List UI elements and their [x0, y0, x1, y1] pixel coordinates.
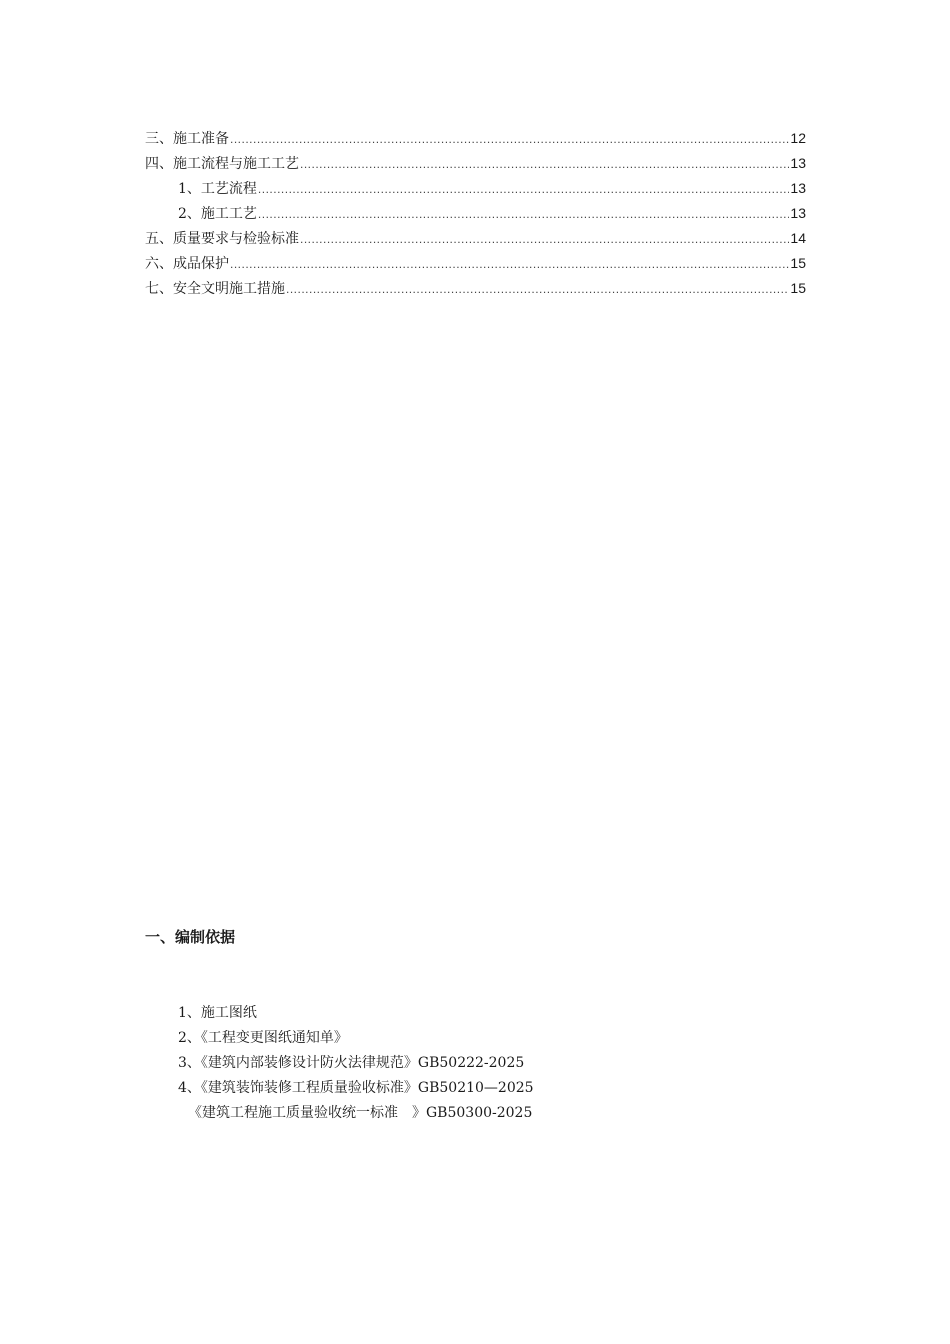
toc-entry[interactable] — [145, 276, 806, 301]
toc-entry-label: 1、工艺流程 — [178, 181, 257, 197]
toc-page-number: 13 — [790, 180, 806, 196]
toc-entry[interactable] — [145, 151, 806, 176]
toc-dot-leader — [258, 177, 790, 202]
toc-entry-label: 七、安全文明施工措施 — [145, 281, 285, 297]
toc-entry[interactable] — [145, 251, 806, 276]
toc-dot-leader — [300, 227, 789, 252]
toc-entry-label: 六、成品保护 — [145, 256, 229, 272]
toc-entry[interactable] — [145, 201, 806, 226]
toc-entry-label: 三、施工准备 — [145, 131, 229, 147]
toc-dot-leader — [286, 277, 789, 302]
toc-page-number: 14 — [790, 230, 806, 246]
toc-dot-leader — [300, 152, 789, 177]
toc-dot-leader — [230, 252, 789, 277]
list-item: 《建筑工程施工质量验收统一标准 》GB50300-2025 — [188, 1105, 533, 1121]
list-item: 2、《工程变更图纸通知单》 — [178, 1030, 348, 1046]
toc-page-number: 13 — [790, 205, 806, 221]
section-heading: 一、编制依据 — [145, 928, 236, 946]
toc-entry[interactable] — [145, 226, 806, 251]
toc-dot-leader — [230, 127, 789, 152]
toc-entry[interactable] — [145, 176, 806, 201]
toc-entry-label: 2、施工工艺 — [178, 206, 257, 222]
toc-page-number: 15 — [790, 255, 806, 271]
toc-dot-leader — [258, 202, 790, 227]
toc-page-number: 13 — [790, 155, 806, 171]
list-item: 4、《建筑装饰装修工程质量验收标准》GB50210—2025 — [178, 1080, 534, 1096]
toc-entry-label: 五、质量要求与检验标准 — [145, 231, 299, 247]
list-item: 1、施工图纸 — [178, 1005, 257, 1021]
toc-entry[interactable] — [145, 126, 806, 151]
table-of-contents — [145, 126, 806, 301]
toc-entry-label: 四、施工流程与施工工艺 — [145, 156, 299, 172]
toc-page-number: 12 — [790, 130, 806, 146]
toc-page-number: 15 — [790, 280, 806, 296]
basis-list — [178, 1001, 818, 1126]
list-item: 3、《建筑内部装修设计防火法律规范》GB50222-2025 — [178, 1055, 525, 1071]
